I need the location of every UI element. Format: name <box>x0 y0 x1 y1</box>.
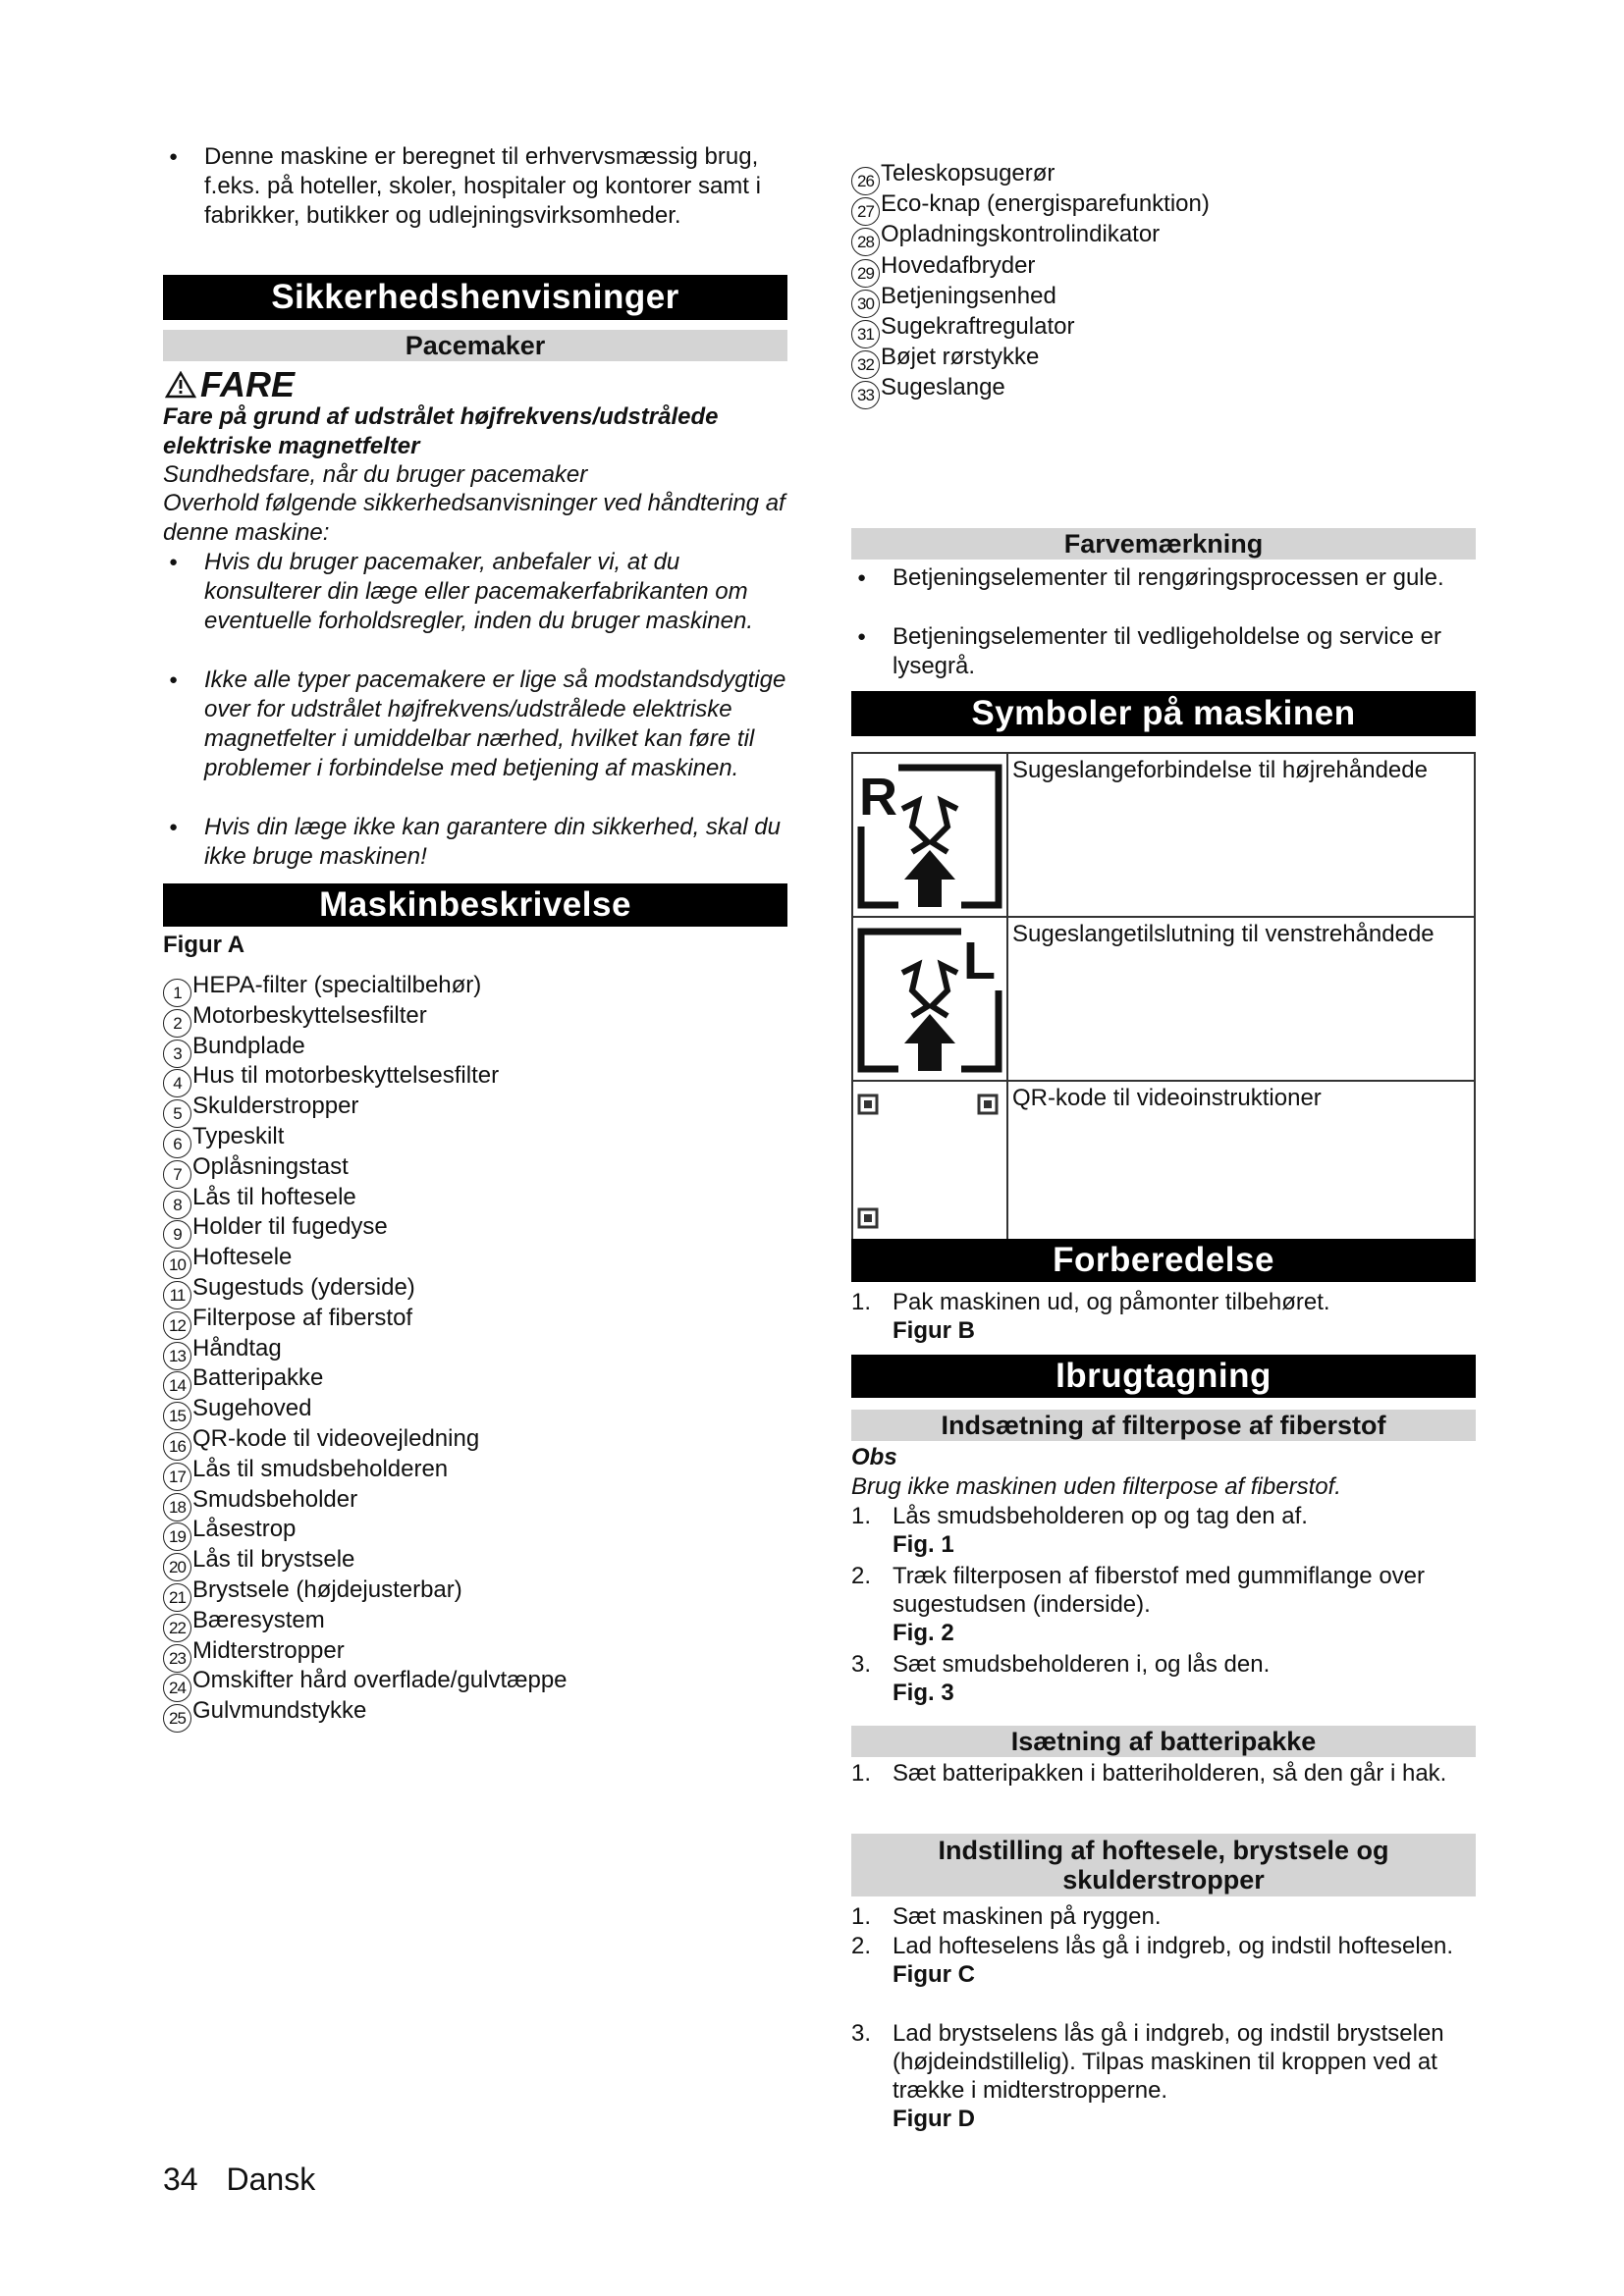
item-label: Midterstropper <box>192 1636 345 1664</box>
symbol-label-right: Sugeslangeforbindelse til højrehåndede <box>1007 753 1475 917</box>
item-number-circle: 22 <box>163 1614 191 1642</box>
item-label: Typeskilt <box>192 1123 285 1149</box>
item-label: Oplåsningstast <box>192 1152 349 1180</box>
safety-bullet-3: ● Hvis din læge ikke kan garantere din sikkerhed, skal du ikke bruge maskinen! <box>163 813 787 872</box>
hose-left-handed-icon <box>853 918 1006 1075</box>
item-label: Håndtag <box>192 1334 282 1362</box>
symbol-row-left <box>852 917 1475 1081</box>
step-number: 1. <box>851 1289 872 1315</box>
item-label: Eco-knap (energisparefunktion) <box>881 190 1210 218</box>
item-number-circle: 1 <box>163 979 191 1007</box>
item-number-circle: 31 <box>851 320 880 348</box>
item-number-circle: 6 <box>163 1130 191 1158</box>
step-text: Pak maskinen ud, og påmonter tilbehøret. <box>893 1289 1330 1315</box>
item-label: Bæresystem <box>192 1606 325 1633</box>
page-number: 34 <box>163 2162 198 2197</box>
step-text: Sæt maskinen på ryggen. <box>893 1903 1162 1930</box>
item-label: Betjeningsenhed <box>881 282 1056 309</box>
item-number-circle: 4 <box>163 1069 191 1097</box>
step-text: Lad brystselens lås gå i indgreb, og indstil brystselen (højdeindstillelig). Tilpas maskinen til kroppen ved at trække i midterstropperne. <box>893 2020 1444 2104</box>
component-item <box>851 373 1005 409</box>
item-number-circle: 9 <box>163 1220 191 1249</box>
step-text: Sæt smudsbeholderen i, og lås den. <box>893 1651 1271 1678</box>
item-number-circle: 21 <box>163 1583 191 1612</box>
step-text: Lås smudsbeholderen op og tag den af. <box>893 1503 1308 1529</box>
figure-ref: Figur B <box>893 1317 975 1344</box>
harness-step-2 <box>851 1932 1476 1989</box>
step-number: 1. <box>851 1903 872 1930</box>
section-heading-safety: Sikkerhedshenvisninger <box>163 275 787 320</box>
footer-language: Dansk <box>226 2162 316 2197</box>
item-number-circle: 16 <box>163 1432 191 1461</box>
hose-right-handed-icon <box>853 754 1006 911</box>
item-number-circle: 14 <box>163 1371 191 1400</box>
figure-ref: Fig. 2 <box>893 1620 954 1646</box>
filterbag-step-3 <box>851 1650 1476 1707</box>
step-number: 2. <box>851 1933 872 1959</box>
item-label: QR-kode til videovejledning <box>192 1425 480 1452</box>
item-number-circle: 29 <box>851 259 880 288</box>
item-label: Skulderstropper <box>192 1093 359 1120</box>
intro-bullet: ● Denne maskine er beregnet til erhvervsmæssig brug, f.eks. på hoteller, skoler, hospitaler og kontorer samt i fabrikker, butikker og udlejningsvirksomheder. <box>163 142 787 231</box>
item-label: Opladningskontrolindikator <box>881 221 1161 248</box>
danger-risk: Sundhedsfare, når du bruger pacemaker <box>163 461 588 488</box>
step-number: 3. <box>851 1651 872 1678</box>
item-label: Hoftesele <box>192 1244 293 1271</box>
symbol-label-qr: QR-kode til videoinstruktioner <box>1007 1081 1475 1243</box>
symbol-label-left: Sugeslangetilslutning til venstrehåndede <box>1007 917 1475 1081</box>
subheading-color-marking: Farvemærkning <box>851 528 1476 560</box>
item-label: Batteripakke <box>192 1364 324 1392</box>
page-footer <box>163 2160 315 2199</box>
symbol-cell <box>852 1081 1007 1243</box>
item-label: Lås til smudsbeholderen <box>192 1455 449 1482</box>
item-label: Teleskopsugerør <box>881 160 1056 187</box>
item-label: Motorbeskyttelsesfilter <box>192 1001 427 1029</box>
step-text: Sæt batteripakken i batteriholderen, så den går i hak. <box>893 1760 1447 1787</box>
step-number: 1. <box>851 1503 872 1529</box>
figure-ref: Figur D <box>893 2106 975 2132</box>
item-number-circle: 27 <box>851 197 880 226</box>
harness-step-1 <box>851 1902 1476 1931</box>
subheading-filterbag: Indsætning af filterpose af fiberstof <box>851 1410 1476 1441</box>
item-number-circle: 5 <box>163 1099 191 1128</box>
item-number-circle: 19 <box>163 1522 191 1551</box>
item-number-circle: 25 <box>163 1704 191 1733</box>
symbol-row-qr <box>852 1081 1475 1243</box>
section-heading-startup: Ibrugtagning <box>851 1355 1476 1398</box>
symbol-cell <box>852 753 1007 917</box>
item-number-circle: 20 <box>163 1553 191 1581</box>
subheading-harness: Indstilling af hoftesele, brystsele og skulderstropper <box>851 1834 1476 1896</box>
item-number-circle: 11 <box>163 1281 191 1309</box>
item-label: Gulvmundstykke <box>192 1697 367 1725</box>
item-number-circle: 18 <box>163 1493 191 1522</box>
filterbag-step-1 <box>851 1502 1476 1559</box>
color-bullet-2: ● Betjeningselementer til vedligeholdelse og service er lysegrå. <box>851 622 1482 681</box>
item-label: Sugestuds (yderside) <box>192 1274 415 1301</box>
item-label: Sugekraftregulator <box>881 313 1075 340</box>
component-item <box>163 1696 366 1733</box>
symbol-table <box>851 752 1476 1244</box>
color-bullet-1: ● Betjeningselementer til rengøringsprocessen er gule. <box>851 563 1482 593</box>
figure-ref: Figur C <box>893 1961 975 1988</box>
danger-instruction: Overhold følgende sikkerhedsanvisninger ved håndtering af denne maskine: <box>163 490 785 546</box>
item-number-circle: 32 <box>851 350 880 379</box>
svg-text:R: R <box>859 768 897 827</box>
item-number-circle: 12 <box>163 1311 191 1340</box>
svg-text:L: L <box>963 932 996 990</box>
harness-step-3 <box>851 2019 1476 2133</box>
note-text: Brug ikke maskinen uden filterpose af fiberstof. <box>851 1473 1341 1500</box>
qr-code-icon <box>853 1082 1006 1237</box>
item-number-circle: 30 <box>851 290 880 318</box>
step-number: 2. <box>851 1563 872 1589</box>
item-number-circle: 33 <box>851 381 880 409</box>
item-label: Lås til hoftesele <box>192 1183 356 1210</box>
item-number-circle: 28 <box>851 228 880 256</box>
section-heading-preparation: Forberedelse <box>851 1239 1476 1282</box>
step-number: 1. <box>851 1760 872 1787</box>
item-label: Lås til brystsele <box>192 1546 355 1574</box>
item-label: Omskifter hård overflade/gulvtæppe <box>192 1667 568 1694</box>
item-label: Låsestrop <box>192 1516 297 1543</box>
item-number-circle: 3 <box>163 1040 191 1068</box>
safety-bullet-2: ● Ikke alle typer pacemakere er lige så modstandsdygtige over for udstrålet højfrekvens/udstrålede elektriske magnetfelter i umiddelbar nærhed, hvilket kan føre til problemer i forbindelse med betjening af maskinen. <box>163 666 787 783</box>
item-label: Filterpose af fiberstof <box>192 1304 413 1331</box>
filterbag-step-2 <box>851 1562 1476 1647</box>
item-number-circle: 24 <box>163 1674 191 1702</box>
safety-bullet-1: ● Hvis du bruger pacemaker, anbefaler vi, at du konsulterer din læge eller pacemakerfabrikanten om eventuelle forholdsregler, inden du bruger maskinen. <box>163 548 787 636</box>
section-heading-description: Maskinbeskrivelse <box>163 883 787 927</box>
item-label: Holder til fugedyse <box>192 1213 388 1241</box>
prep-step-1 <box>851 1288 1476 1345</box>
item-number-circle: 10 <box>163 1251 191 1279</box>
item-number-circle: 13 <box>163 1342 191 1370</box>
item-number-circle: 2 <box>163 1009 191 1038</box>
item-label: Smudsbeholder <box>192 1485 358 1513</box>
item-label: Bundplade <box>192 1032 305 1059</box>
item-number-circle: 17 <box>163 1463 191 1491</box>
step-text: Lad hofteselens lås gå i indgreb, og indstil hofteselen. <box>893 1933 1454 1959</box>
step-text: Træk filterposen af fiberstof med gummiflange over sugestudsen (inderside). <box>893 1563 1426 1618</box>
subheading-battery: Isætning af batteripakke <box>851 1726 1476 1757</box>
step-number: 3. <box>851 2020 872 2047</box>
item-label: HEPA-filter (specialtilbehør) <box>192 972 482 998</box>
battery-step-1 <box>851 1759 1476 1788</box>
figure-a-label: Figur A <box>163 932 245 958</box>
item-label: Bøjet rørstykke <box>881 344 1040 371</box>
danger-headline: Fare på grund af udstrålet højfrekvens/udstrålede elektriske magnetfelter <box>163 403 719 459</box>
item-number-circle: 26 <box>851 167 880 195</box>
item-number-circle: 7 <box>163 1160 191 1189</box>
symbol-row-right <box>852 753 1475 917</box>
item-label: Brystsele (højdejusterbar) <box>192 1576 462 1603</box>
item-label: Hovedafbryder <box>881 251 1036 279</box>
item-label: Sugehoved <box>192 1395 312 1422</box>
item-number-circle: 23 <box>163 1644 191 1673</box>
danger-label-text: FARE <box>200 364 296 404</box>
item-label: Sugeslange <box>881 374 1005 401</box>
item-number-circle: 15 <box>163 1402 191 1430</box>
subheading-pacemaker: Pacemaker <box>163 330 787 361</box>
figure-ref: Fig. 1 <box>893 1531 954 1558</box>
symbol-cell <box>852 917 1007 1081</box>
section-heading-symbols: Symboler på maskinen <box>851 691 1476 736</box>
item-label: Hus til motorbeskyttelsesfilter <box>192 1062 500 1090</box>
item-number-circle: 8 <box>163 1191 191 1219</box>
figure-ref: Fig. 3 <box>893 1680 954 1706</box>
note-label: Obs <box>851 1444 897 1470</box>
warning-triangle-icon <box>165 371 196 399</box>
